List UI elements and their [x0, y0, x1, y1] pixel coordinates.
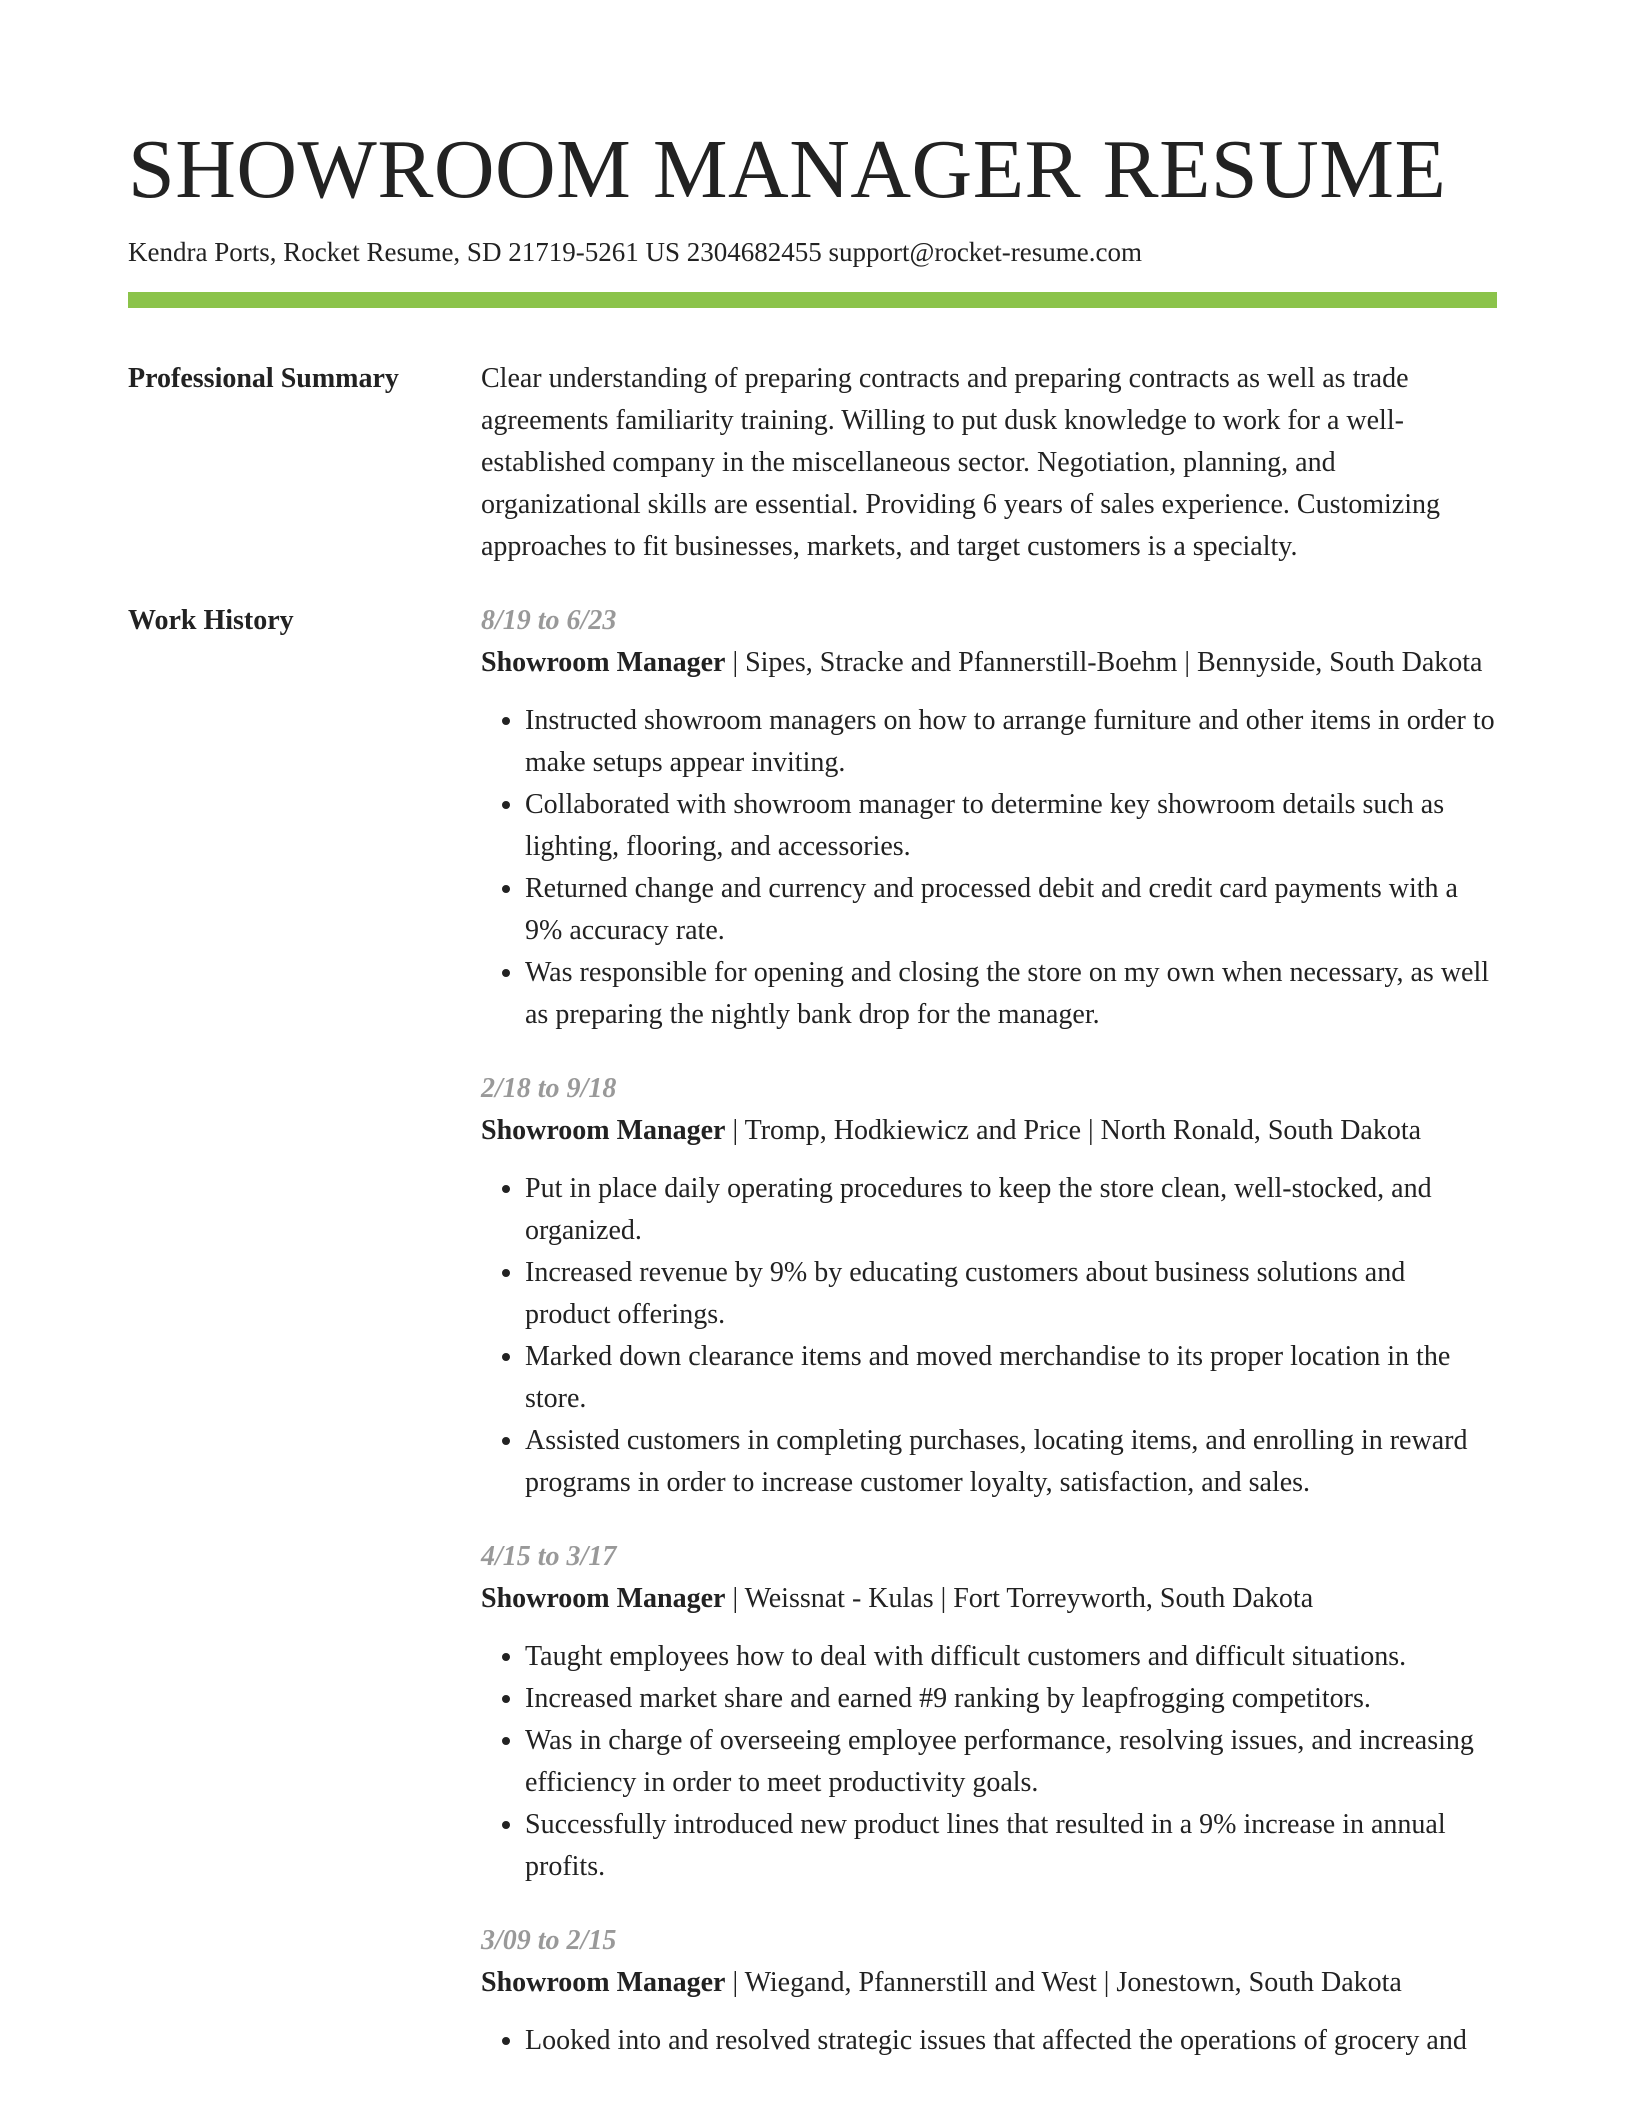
- duty-item: • Increased revenue by 9% by educating customers about business solutions and product offerings.: [525, 1252, 1497, 1336]
- job-details: | Tromp, Hodkiewicz and Price | North Ronald, South Dakota: [725, 1115, 1422, 1146]
- duty-item: • Successfully introduced new product lines that resulted in a 9% increase in annual profits.: [525, 1804, 1497, 1888]
- job-entry: [481, 600, 1497, 1036]
- duty-item: • Assisted customers in completing purchases, locating items, and enrolling in reward programs in order to increase customer loyalty, satisfaction, and sales.: [525, 1420, 1497, 1504]
- duty-item: • Collaborated with showroom manager to determine key showroom details such as lighting, flooring, and accessories.: [525, 784, 1497, 868]
- job-title: Showroom Manager: [481, 1583, 726, 1614]
- duties-list: [481, 2020, 1497, 2062]
- duties-list: [481, 1168, 1497, 1504]
- job-title: Showroom Manager: [481, 647, 726, 678]
- duty-item: • Was in charge of overseeing employee performance, resolving issues, and increasing efficiency in order to meet productivity goals.: [525, 1720, 1497, 1804]
- job-title: Showroom Manager: [481, 1115, 726, 1146]
- summary-body: [481, 358, 1497, 568]
- job-details: | Sipes, Stracke and Pfannerstill-Boehm | Bennyside, South Dakota: [725, 647, 1483, 678]
- job-title: Showroom Manager: [481, 1967, 726, 1998]
- duty-item: • Marked down clearance items and moved merchandise to its proper location in the store.: [525, 1336, 1497, 1420]
- job-dates: 8/19 to 6/23: [481, 605, 617, 636]
- section-label-summary: Professional Summary: [128, 363, 399, 394]
- contact-line: Kendra Ports, Rocket Resume, SD 21719-5261 US 2304682455 support@rocket-resume.com: [128, 237, 1142, 267]
- job-heading: [481, 642, 1497, 684]
- job-details: | Wiegand, Pfannerstill and West | Jonestown, South Dakota: [725, 1967, 1402, 1998]
- professional-summary-section: [128, 358, 1497, 568]
- section-label-work-history: Work History: [128, 605, 294, 636]
- work-history-section: [128, 600, 1497, 2094]
- duty-item: • Instructed showroom managers on how to arrange furniture and other items in order to make setups appear inviting.: [525, 700, 1497, 784]
- resume-title: SHOWROOM MANAGER RESUME: [128, 123, 1447, 216]
- duty-item: • Looked into and resolved strategic issues that affected the operations of grocery and: [525, 2020, 1497, 2062]
- duty-item: • Increased market share and earned #9 ranking by leapfrogging competitors.: [525, 1678, 1497, 1720]
- duty-item: • Was responsible for opening and closing the store on my own when necessary, as well as preparing the nightly bank drop for the manager.: [525, 952, 1497, 1036]
- job-heading: [481, 1110, 1497, 1152]
- job-dates: 2/18 to 9/18: [481, 1073, 617, 1104]
- job-dates: 3/09 to 2/15: [481, 1925, 617, 1956]
- duties-list: [481, 700, 1497, 1036]
- work-history-body: [481, 600, 1497, 2094]
- job-details: | Weissnat - Kulas | Fort Torreyworth, South Dakota: [725, 1583, 1314, 1614]
- job-heading: [481, 1962, 1497, 2004]
- job-entry: [481, 1920, 1497, 2062]
- summary-text: Clear understanding of preparing contracts and preparing contracts as well as trade agreements familiarity training. Willing to put dusk knowledge to work for a well-established company in the miscellaneous sector. Negotiation, planning, and organizational skills are essential. Providing 6 years of sales experience. Customizing approaches to fit businesses, markets, and target customers is a specialty.: [481, 363, 1441, 562]
- job-heading: [481, 1578, 1497, 1620]
- job-entry: [481, 1068, 1497, 1504]
- job-entry: [481, 1536, 1497, 1888]
- duty-item: • Returned change and currency and processed debit and credit card payments with a 9% accuracy rate.: [525, 868, 1497, 952]
- job-dates: 4/15 to 3/17: [481, 1541, 617, 1572]
- duty-item: • Put in place daily operating procedures to keep the store clean, well-stocked, and organized.: [525, 1168, 1497, 1252]
- duty-item: • Taught employees how to deal with difficult customers and difficult situations.: [525, 1636, 1497, 1678]
- accent-divider: [128, 292, 1497, 308]
- duties-list: [481, 1636, 1497, 1888]
